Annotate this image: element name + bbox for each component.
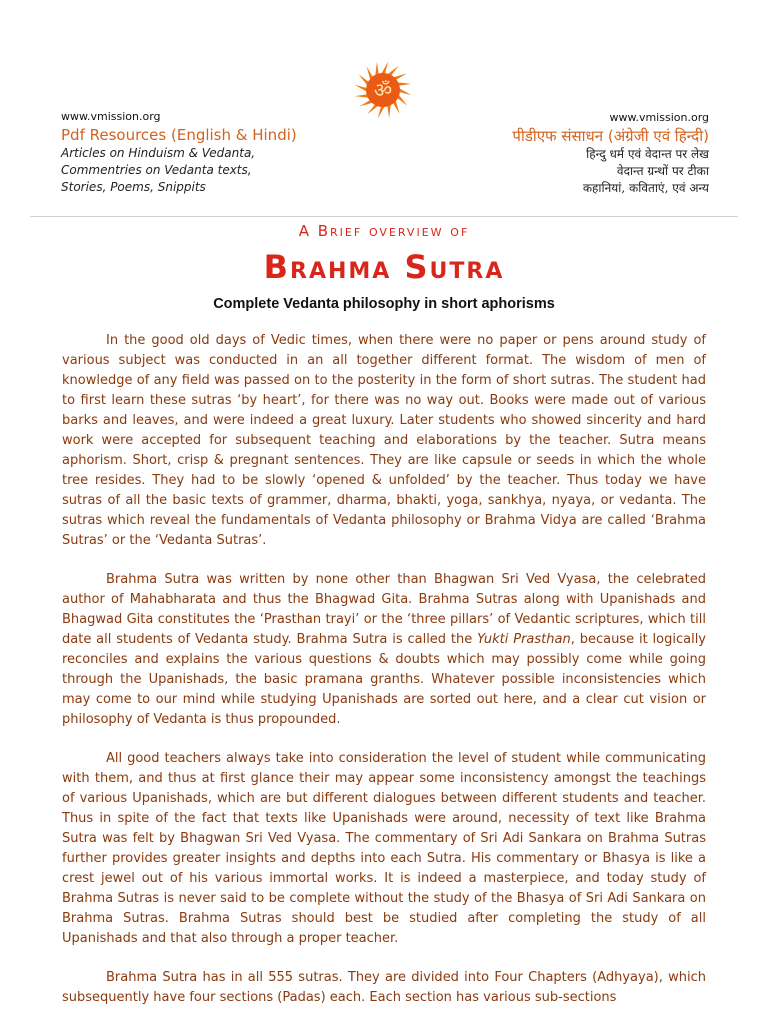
- paragraph-text: , because it logically reconciles and explains the various questions & doubts which may possibly come while going through the Upanishads, the basic pramana granths. Whatever possible inconsistencies which may come to our mind while studying Upanishads are sorted out here, and a clear cut vision or philosophy of Vedanta is thus propounded.: [62, 632, 706, 727]
- header-right-resources: पीडीएफ संसाधन (अंग्रेजी एवं हिन्दी): [512, 127, 709, 145]
- header-left-url[interactable]: www.vmission.org: [61, 110, 161, 123]
- header-left-block: [61, 110, 321, 196]
- header-divider: [30, 216, 738, 217]
- om-symbol: ॐ: [373, 78, 393, 102]
- body-paragraph: [62, 749, 706, 949]
- body-paragraph: [62, 331, 706, 551]
- page-header: [0, 0, 768, 220]
- sun-ray: [378, 106, 385, 119]
- header-left-line-2: Commentries on Vedanta texts,: [61, 163, 252, 177]
- header-left-resources: Pdf Resources (English & Hindi): [61, 126, 297, 144]
- paragraph-text: All good teachers always take into consideration the level of student while communicating with them, and thus at first glance their may appear some inconsistency amongst the teachings of various Upanishads, which are but different dialogues between different students and teacher. Thus in spite of the fact that texts like Upanishads were around, necessity of text like Brahma Sutra was felt by Bhagwan Sri Ved Vyasa. The commentary of Sri Adi Sankara on Brahma Sutras further provides greater insights and depths into each Sutra. His commentary or Bhasya is like a crest jewel out of his various immortal works. It is indeed a masterpiece, and today study of Brahma Sutras is never said to be complete without the study of the Bhasya of Sri Adi Sankara on Brahma Sutras. Brahma Sutras should best be studied after completing the study of all Upanishads and that also through a proper teacher.: [62, 751, 706, 946]
- sun-ray: [355, 85, 368, 92]
- header-right-line-3: कहानियां, कविताएं, एवं अन्य: [582, 181, 709, 195]
- header-left-line-1: Articles on Hinduism & Vedanta,: [61, 146, 256, 160]
- italic-term: Yukti Prasthan: [477, 632, 571, 647]
- header-right-line-2: वेदान्त ग्रन्थों पर टीका: [616, 164, 709, 178]
- paragraph-text: In the good old days of Vedic times, when there were no paper or pens around study of various subject was conducted in an all together different format. The wisdom of men of knowledge of any field was passed on to the posterity in the form of short sutras. The student had to first learn these sutras ‘by heart’, for there was no way out. Books were made out of various barks and leaves, and were indeed a great luxury. Later students who showed sincerity and hard work were accepted for subsequent teaching and elaborations by the teacher. Sutra means aphorism. Short, crisp & pregnant sentences. They are like capsule or seeds in which the whole tree resides. They had to be slowly ‘opened & unfolded’ by the teacher. Thus today we have sutras of all the basic texts of grammer, dharma, bhakti, yoga, sankhya, nyaya, or vedanta. The sutras which reveal the fundamentals of Vedanta philosophy or Brahma Vidya are called ‘Brahma Sutras’ or the ‘Vedanta Sutras’.: [62, 333, 706, 548]
- article-body: [62, 331, 706, 1027]
- document-kicker: A Brief overview of: [298, 222, 470, 240]
- body-paragraph: [62, 968, 706, 1008]
- header-left-line-3: Stories, Poems, Snippits: [61, 180, 206, 194]
- sun-ray: [381, 62, 388, 75]
- sun-ray: [399, 88, 412, 95]
- body-paragraph: [62, 570, 706, 730]
- paragraph-text: Brahma Sutra was written by none other than Bhagwan Sri Ved Vyasa, the celebrated author of Mahabharata and thus the Bhagwad Gita. Brahma Sutras along with Upanishads and Bhagwad Gita constitutes the ‘Prasthan trayi’ or the ‘three pillars’ of Vedantic scriptures, which till date all students of Vedanta study. Brahma Sutra is called the: [62, 572, 706, 647]
- document-subtitle: Complete Vedanta philosophy in short aphorisms: [213, 296, 555, 312]
- header-right-url[interactable]: www.vmission.org: [609, 111, 709, 124]
- paragraph-text: Brahma Sutra has in all 555 sutras. They are divided into Four Chapters (Adhyaya), which subsequently have four sections (Padas) each. Each section has various sub-sections: [62, 970, 706, 1005]
- header-right-line-1: हिन्दु धर्म एवं वेदान्त पर लेख: [586, 147, 709, 161]
- document-title: Brahma Sutra: [263, 248, 505, 286]
- header-right-block: [389, 111, 709, 197]
